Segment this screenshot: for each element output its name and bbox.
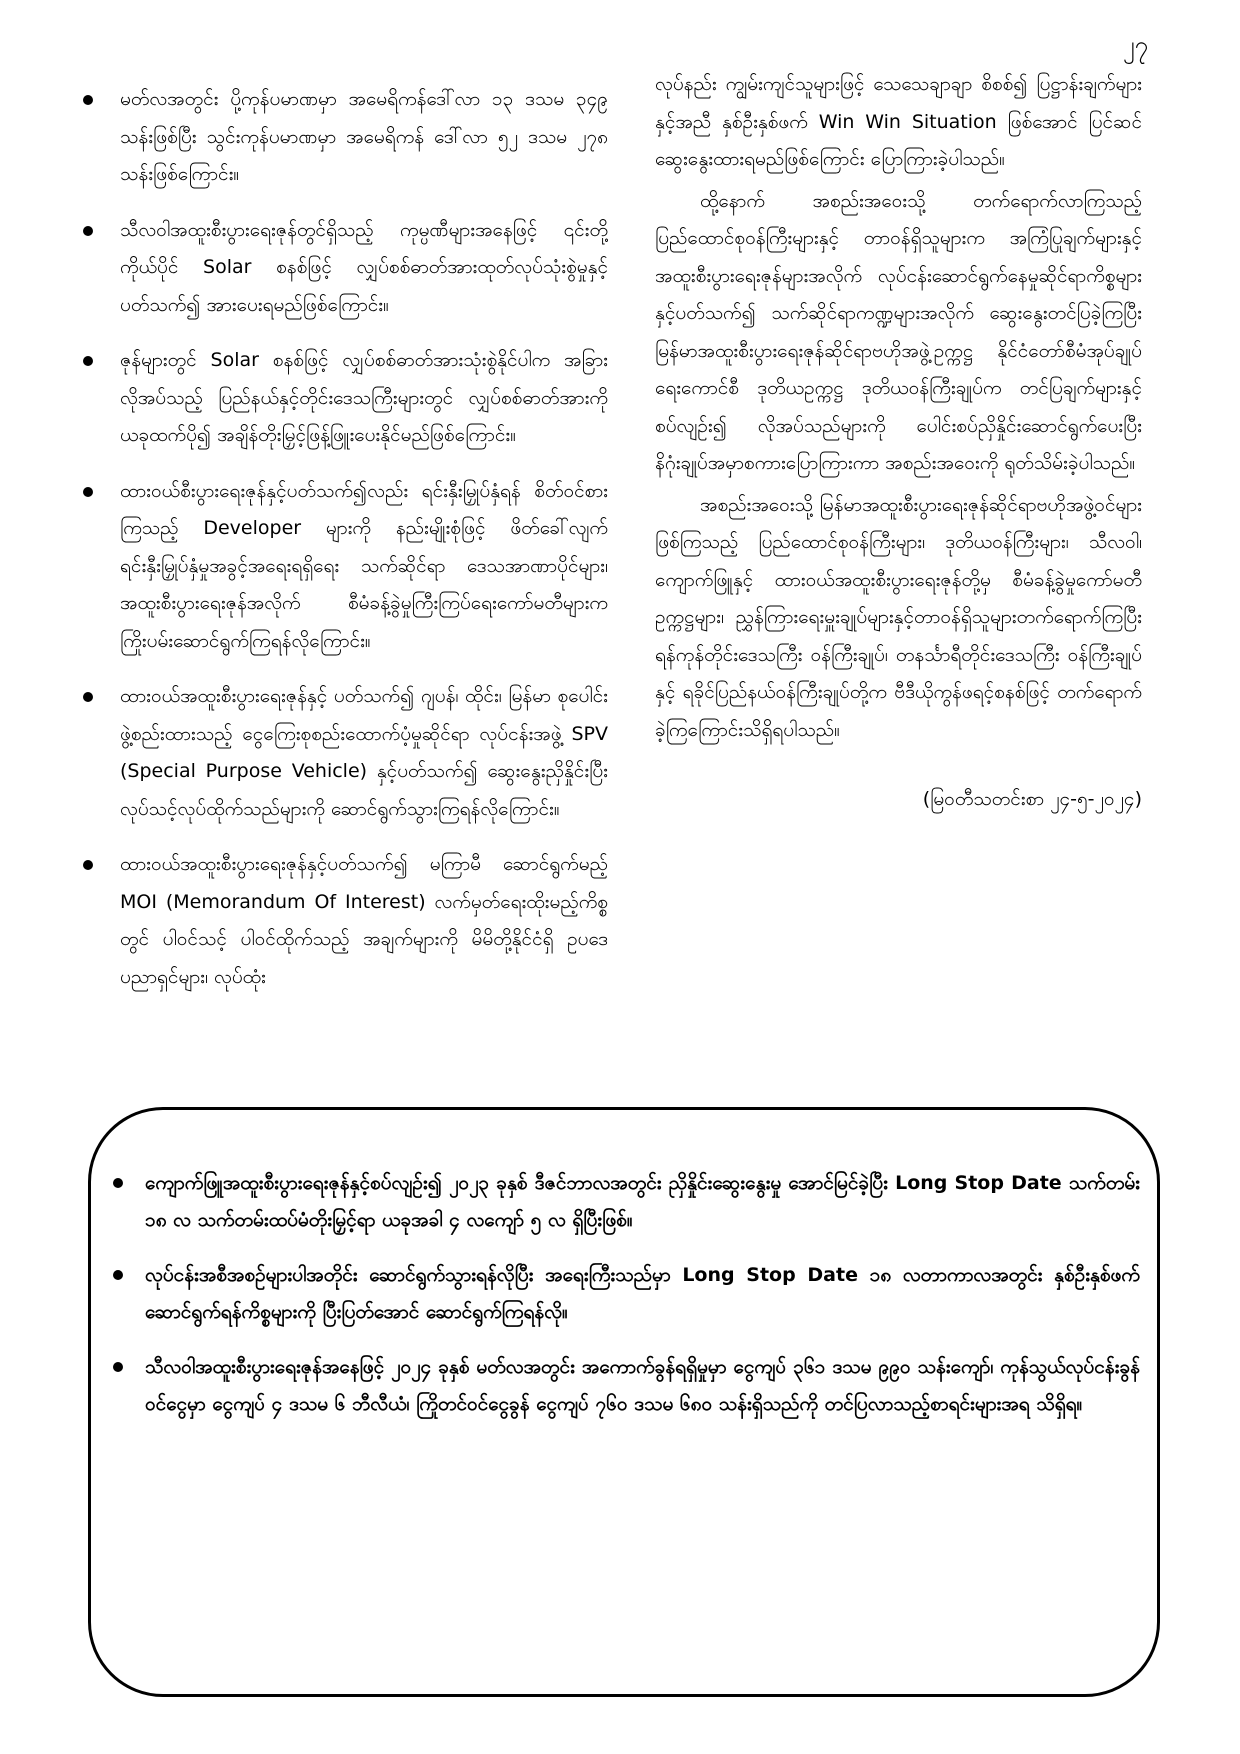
bullet-icon: [83, 95, 93, 105]
summary-bullet-text: သီလဝါအထူးစီးပွားရေးဇုန်အနေဖြင့် ၂၀၂၄ ခုနှစ် မတ်လအတွင်း အကောက်ခွန်ရရှိမှုမှာ ငွေကျပ် ၃၆၁ ဒသမ ၉၉၀ သန်းကျော်၊ ကုန်သွယ်လုပ်ငန်းခွန်ဝင်ငွေမှာ ငွေကျပ် ၄ ဒသမ ၆ ဘီလီယံ၊ ကြိုတင်ဝင်ငွေခွန် ငွေကျပ် ၇၆၀ ဒသမ ၆၈၀ သန်းရှိသည်ကို တင်ပြလာသည့်စာရင်းများအရ သိရှိရ။: [145, 1356, 1140, 1415]
body-paragraph: အစည်းအဝေးသို့ မြန်မာအထူးစီးပွားရေးဇုန်ဆိုင်ရာဗဟိုအဖွဲ့ဝင်များဖြစ်ကြသည့် ပြည်ထောင်စုဝန်ကြီးများ၊ ဒုတိယဝန်ကြီးများ၊ သီလဝါ၊ ကျောက်ဖြူနှင့် ထားဝယ်အထူးစီးပွားရေးဇုန်တို့မှ စီမံခန့်ခွဲမှုကော်မတီဥက္ကဋ္ဌများ၊ ညွှန်ကြားရေးမှူးချုပ်များနှင့်တာဝန်ရှိသူများတက်ရောက်ကြပြီး ရန်ကုန်တိုင်းဒေသကြီး ဝန်ကြီးချုပ်၊ တနင်္သာရီတိုင်းဒေသကြီး ဝန်ကြီးချုပ်နှင့် ရခိုင်ပြည်နယ်ဝန်ကြီးချုပ်တို့က ဗီဒီယိုကွန်ဖရင့်စနစ်ဖြင့် တက်ရောက်ခဲ့ကြကြောင်းသိရှိရပါသည်။: [655, 493, 1142, 741]
summary-box: [88, 1107, 1160, 1697]
summary-bullet: [111, 1349, 1140, 1423]
right-column: [655, 66, 1142, 819]
bullet-text: ထားဝယ်အထူးစီးပွားရေးဇုန်နှင့်ပတ်သက်၍ မကြာမီ ဆောင်ရွက်မည့် MOI (Memorandum Of Interest) လက်မှတ်ရေးထိုးမည့်ကိစ္စတွင် ပါဝင်သင့် ပါဝင်ထိုက်သည့် အချက်များကို မိမိတို့နိုင်ငံရှိ ဥပဒေပညာရှင်များ၊ လုပ်ထုံး: [120, 853, 608, 988]
body-paragraph: ထို့နောက် အစည်းအဝေးသို့ တက်ရောက်လာကြသည့် ပြည်ထောင်စုဝန်ကြီးများနှင့် တာဝန်ရှိသူများက အကြံပြုချက်များနှင့် အထူးစီးပွားရေးဇုန်များအလိုက် လုပ်ငန်းဆောင်ရွက်နေမှုဆိုင်ရာကိစ္စများနှင့်ပတ်သက်၍ သက်ဆိုင်ရာကဏ္ဍများအလိုက် ဆွေးနွေးတင်ပြခဲ့ကြပြီး မြန်မာအထူးစီးပွားရေးဇုန်ဆိုင်ရာဗဟိုအဖွဲ့ဥက္ကဋ္ဌ နိုင်ငံတော်စီမံအုပ်ချုပ်ရေးကောင်စီ ဒုတိယဥက္ကဋ္ဌ ဒုတိယဝန်ကြီးချုပ်က တင်ပြချက်များနှင့်စပ်လျဉ်း၍ လိုအပ်သည်များကို ပေါင်းစပ်ညှိနှိုင်းဆောင်ရွက်ပေးပြီး နိဂုံးချုပ်အမှာစကားပြောကြားကာ အစည်းအဝေးကို ရုတ်သိမ်းခဲ့ပါသည်။: [655, 189, 1142, 474]
continuation-paragraph: လုပ်နည်း ကျွမ်းကျင်သူများဖြင့် သေသေချာချာ စိစစ်၍ ပြဋ္ဌာန်းချက်များနှင့်အညီ နှစ်ဦးနှစ်ဖက် Win Win Situation ဖြစ်အောင် ပြင်ဆင်ဆွေးနွေးထားရမည်ဖြစ်ကြောင်း ပြောကြားခဲ့ပါသည်။: [655, 73, 1142, 170]
source-citation: (မြဝတီသတင်းစာ ၂၄-၅-၂၀၂၄): [922, 788, 1142, 810]
bullet-text: ဇုန်များတွင် Solar စနစ်ဖြင့် လျှပ်စစ်ဓာတ်အားသုံးစွဲနိုင်ပါက အခြားလိုအပ်သည့် ပြည်နယ်နှင့်တိုင်းဒေသကြီးများတွင် လျှပ်စစ်ဓာတ်အားကို ယခုထက်ပို၍ အချိန်တိုးမြှင့်ဖြန့်ဖြူးပေးနိုင်မည်ဖြစ်ကြောင်း။: [120, 349, 608, 446]
bullet-icon: [113, 1270, 123, 1280]
summary-bullet-text: ကျောက်ဖြူအထူးစီးပွားရေးဇုန်နှင့်စပ်လျဉ်း၍ ၂၀၂၃ ခုနှစ် ဒီဇင်ဘာလအတွင်း ညှိနှိုင်းဆွေးနွေးမှု အောင်မြင်ခဲ့ပြီး Long Stop Date သက်တမ်း ၁၈ လ သက်တမ်းထပ်မံတိုးမြှင့်ရာ ယခုအခါ ၄ လကျော် ၅ လ ရှိပြီးဖြစ်။: [145, 1172, 1140, 1231]
bullet-icon: [83, 226, 93, 236]
bullet-point: [80, 846, 608, 996]
bullet-point: [80, 678, 608, 828]
summary-bullet: [111, 1165, 1140, 1239]
bullet-icon: [83, 356, 93, 366]
bullet-icon: [113, 1362, 123, 1372]
bullet-text: မတ်လအတွင်း ပို့ကုန်ပမာဏမှာ အမေရိကန်ဒေါ်လာ ၁၃ ဒသမ ၃၄၉ သန်းဖြစ်ပြီး သွင်းကုန်ပမာဏမှာ အမေရိကန် ဒေါ်လာ ၅၂ ဒသမ ၂၇၈ သန်းဖြစ်ကြောင်း။: [120, 88, 608, 185]
bullet-icon: [83, 487, 93, 497]
page-number: ၂၇: [1122, 31, 1148, 59]
bullet-point: [80, 212, 608, 325]
bullet-icon: [83, 692, 93, 702]
summary-bullet: [111, 1257, 1140, 1331]
bullet-text: ထားဝယ်အထူးစီးပွားရေးဇုန်နှင့် ပတ်သက်၍ ဂျပန်၊ ထိုင်း၊ မြန်မာ စုပေါင်းဖွဲ့စည်းထားသည့် ငွေကြေးစုစည်းထောက်ပံ့မှုဆိုင်ရာ လုပ်ငန်းအဖွဲ့ SPV (Special Purpose Vehicle) နှင့်ပတ်သက်၍ ဆွေးနွေးညှိနှိုင်းပြီး လုပ်သင့်လုပ်ထိုက်သည်များကို ဆောင်ရွက်သွားကြရန်လိုကြောင်း။: [120, 685, 608, 820]
bullet-point: [80, 473, 608, 661]
summary-bullet-text: လုပ်ငန်းအစီအစဉ်များပါအတိုင်း ဆောင်ရွက်သွားရန်လိုပြီး အရေးကြီးသည်မှာ Long Stop Date ၁၈ လတာကာလအတွင်း နှစ်ဦးနှစ်ဖက်ဆောင်ရွက်ရန်ကိစ္စများကို ပြီးပြတ်အောင် ဆောင်ရွက်ကြရန်လို။: [145, 1264, 1140, 1323]
left-column: [80, 81, 608, 1014]
bullet-text: ထားဝယ်စီးပွားရေးဇုန်နှင့်ပတ်သက်၍လည်း ရင်းနှီးမြှုပ်နှံရန် စိတ်ဝင်စားကြသည့် Developer များကို နည်းမျိုးစုံဖြင့် ဖိတ်ခေါ်လျက် ရင်းနှီးမြှုပ်နှံမှုအခွင့်အရေးရရှိရေး သက်ဆိုင်ရာ ဒေသအာဏာပိုင်များ၊ အထူးစီးပွားရေးဇုန်အလိုက် စီမံခန့်ခွဲမှုကြီးကြပ်ရေးကော်မတီများက ကြိုးပမ်းဆောင်ရွက်ကြရန်လိုကြောင်း။: [120, 479, 608, 652]
bullet-icon: [113, 1178, 123, 1188]
bullet-icon: [83, 860, 93, 870]
bullet-text: သီလဝါအထူးစီးပွားရေးဇုန်တွင်ရှိသည့် ကုမ္ပဏီများအနေဖြင့် ၎င်းတို့ကိုယ်ပိုင် Solar စနစ်ဖြင့် လျှပ်စစ်ဓာတ်အားထုတ်လုပ်သုံးစွဲမှုနှင့်ပတ်သက်၍ အားပေးရမည်ဖြစ်ကြောင်း။: [120, 218, 608, 316]
bullet-point: [80, 81, 608, 194]
bullet-point: [80, 342, 608, 455]
